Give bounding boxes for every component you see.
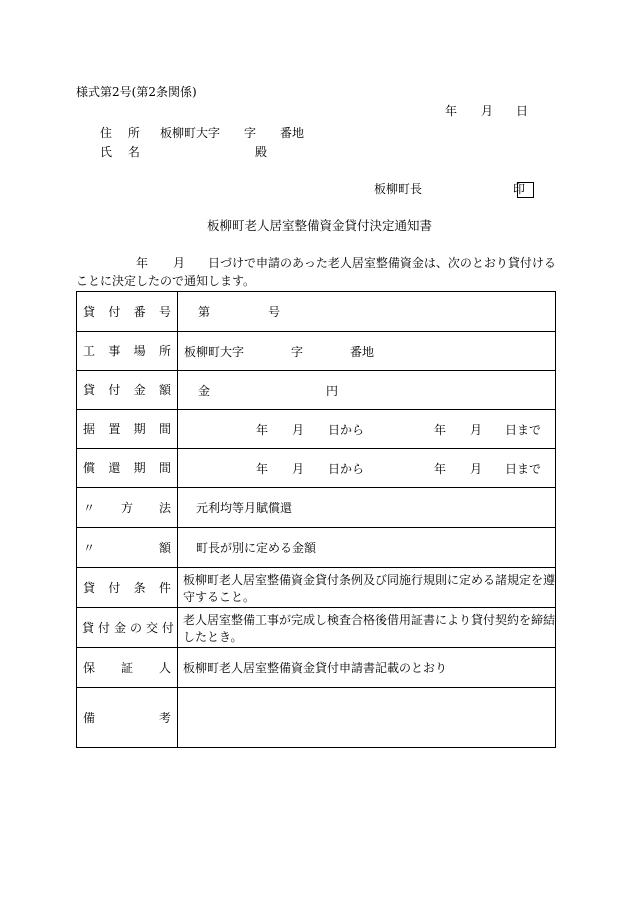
date-day: 日 [516,104,529,118]
value-method: 元利均等月賦償還 [178,488,556,528]
table-row [77,528,556,568]
issuer: 板柳町長 [374,182,423,196]
label-conditions: 貸 付 条 件 [77,568,178,608]
label-grace-period: 据 置 期 間 [77,410,178,449]
form-number: 様式第2号(第2条関係) [76,85,197,99]
name-label: 氏 名 [100,145,146,159]
label-remarks: 備 考 [77,688,178,748]
date-month: 月 [481,104,494,118]
table-row [77,648,556,688]
seal-box [517,182,534,198]
address-aza: 字 [244,126,257,140]
value-guarantor: 板柳町老人居室整備資金貸付申請書記載のとおり [178,648,556,688]
table-row [77,488,556,528]
label-repayment-period: 償 還 期 間 [77,449,178,488]
table-row [77,608,556,648]
value-grace-period: 年 月 日から 年 月 日まで [178,410,556,449]
table-row [77,371,556,410]
intro-month: 月 [173,256,186,270]
value-monthly-amount: 町長が別に定める金額 [178,528,556,568]
loan-decision-table [76,291,556,748]
table-row [77,332,556,371]
date-year: 年 [445,104,458,118]
value-construction-site: 板柳町大字 字 番地 [178,332,556,371]
intro-year: 年 [136,256,149,270]
value-conditions: 板柳町老人居室整備資金貸付条例及び同施行規則に定める諸規定を遵 守すること。 [178,568,556,608]
intro-line2: ことに決定したので通知します。 [76,274,256,288]
value-repayment-period: 年 月 日から 年 月 日まで [178,449,556,488]
intro-line1: 日づけで申請のあった老人居室整備資金は、次のとおり貸付ける [208,256,556,270]
label-monthly-amount: 〃 額 [77,528,178,568]
table-row [77,688,556,748]
seal-text: 印 [513,182,526,196]
label-guarantor: 保 証 人 [77,648,178,688]
label-method: 〃 方 法 [77,488,178,528]
label-loan-amount: 貸 付 金 額 [77,371,178,410]
label-construction-site: 工 事 場 所 [77,332,178,371]
label-disbursement: 貸 付 金 の 交 付 [77,608,178,648]
table-row [77,568,556,608]
address-banchi: 番地 [280,126,305,140]
address-town: 板柳町大字 [160,126,221,140]
table-row [77,449,556,488]
honorific: 殿 [255,145,268,159]
value-disbursement: 老人居室整備工事が完成し検査合格後借用証書により貸付契約を締結 したとき。 [178,608,556,648]
table-row [77,410,556,449]
label-loan-number: 貸 付 番 号 [77,292,178,332]
table-row [77,292,556,332]
document-title: 板柳町老人居室整備資金貸付決定通知書 [207,218,433,233]
address-label: 住 所 [100,126,146,140]
value-loan-amount: 金 円 [178,371,556,410]
value-loan-number: 第 号 [178,292,556,332]
value-remarks [178,688,556,748]
